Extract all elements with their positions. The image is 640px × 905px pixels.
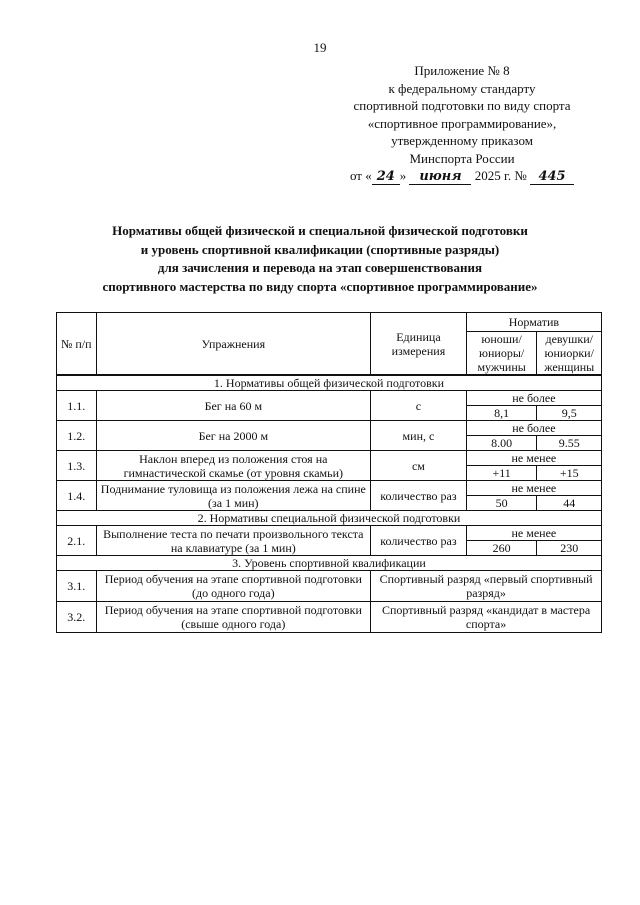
title-line: Нормативы общей физической и специальной физической подготовки (112, 223, 528, 238)
title-line: для зачисления и перевода на этап совершенствования (157, 260, 483, 275)
header-exercise: Упражнения (96, 313, 371, 376)
appendix-line: «спортивное программирование», (367, 115, 557, 131)
row-male-value: 50 (466, 496, 537, 511)
page-number: 19 (313, 40, 327, 55)
table-row (57, 571, 602, 602)
row-unit: мин, с (371, 421, 467, 451)
row-exercise: Период обучения на этапе спортивной подготовки (до одного года) (96, 571, 371, 602)
row-unit: количество раз (371, 526, 467, 556)
table-row (57, 602, 602, 633)
row-exercise: Выполнение теста по печати произвольного текста на клавиатуре (за 1 мин) (96, 526, 371, 556)
row-num: 2.1. (57, 526, 97, 556)
section-title: 3. Уровень спортивной квалификации (57, 556, 602, 571)
row-male-value: 260 (466, 541, 537, 556)
row-male-value: 8,1 (466, 406, 537, 421)
row-male-value: 8.00 (466, 436, 537, 451)
appendix-line: Приложение № 8 (414, 63, 510, 78)
row-female-value: 9.55 (537, 436, 602, 451)
header-male: юноши/ юниоры/ мужчины (466, 332, 537, 376)
table-row (57, 481, 602, 496)
table-row (57, 391, 602, 406)
handwritten-order-number: 445 (530, 170, 574, 185)
handwritten-day: 24 (372, 170, 400, 185)
row-num: 1.2. (57, 421, 97, 451)
order-date-line (330, 167, 594, 185)
appendix-line: к федеральному стандарту (388, 80, 536, 96)
row-qualification: Спортивный разряд «первый спортивный разряд» (371, 571, 602, 602)
row-condition: не менее (466, 481, 601, 496)
row-female-value: 9,5 (537, 406, 602, 421)
row-condition: не менее (466, 526, 601, 541)
title-line: и уровень спортивной квалификации (спортивные разряды) (140, 241, 500, 257)
date-prefix: от « (349, 168, 372, 183)
table-row (57, 526, 602, 541)
row-condition: не менее (466, 451, 601, 466)
norms-table (56, 312, 602, 633)
row-male-value: +11 (466, 466, 537, 481)
date-mid: » (399, 168, 407, 183)
row-female-value: 230 (537, 541, 602, 556)
row-num: 1.1. (57, 391, 97, 421)
row-condition: не более (466, 391, 601, 406)
header-num: № п/п (57, 313, 97, 376)
date-year: 2025 г. № (474, 168, 527, 183)
row-unit: с (371, 391, 467, 421)
header-female: девушки/ юниорки/ женщины (537, 332, 602, 376)
table-row (57, 451, 602, 466)
table-row (57, 421, 602, 436)
handwritten-month: июня (409, 170, 471, 185)
row-exercise: Бег на 2000 м (96, 421, 371, 451)
row-unit: см (371, 451, 467, 481)
title-line: спортивного мастерства по виду спорта «спортивное программирование» (102, 278, 538, 294)
row-condition: не более (466, 421, 601, 436)
section-title: 2. Нормативы специальной физической подготовки (57, 511, 602, 526)
row-num: 1.3. (57, 451, 97, 481)
header-norm: Норматив (466, 313, 601, 332)
section-title: 1. Нормативы общей физической подготовки (57, 375, 602, 391)
appendix-header (330, 62, 594, 185)
row-exercise: Поднимание туловища из положения лежа на спине (за 1 мин) (96, 481, 371, 511)
row-num: 3.2. (57, 602, 97, 633)
row-female-value: +15 (537, 466, 602, 481)
header-unit: Единица измерения (371, 313, 467, 376)
row-qualification: Спортивный разряд «кандидат в мастера спорта» (371, 602, 602, 633)
appendix-line: Минспорта России (409, 150, 515, 166)
row-exercise: Наклон вперед из положения стоя на гимнастической скамье (от уровня скамьи) (96, 451, 371, 481)
appendix-line: спортивной подготовки по виду спорта (353, 98, 571, 113)
row-exercise: Период обучения на этапе спортивной подготовки (свыше одного года) (96, 602, 371, 633)
row-num: 1.4. (57, 481, 97, 511)
row-unit: количество раз (371, 481, 467, 511)
appendix-line: утвержденному приказом (391, 133, 533, 148)
document-title (0, 222, 640, 296)
row-female-value: 44 (537, 496, 602, 511)
row-exercise: Бег на 60 м (96, 391, 371, 421)
row-num: 3.1. (57, 571, 97, 602)
